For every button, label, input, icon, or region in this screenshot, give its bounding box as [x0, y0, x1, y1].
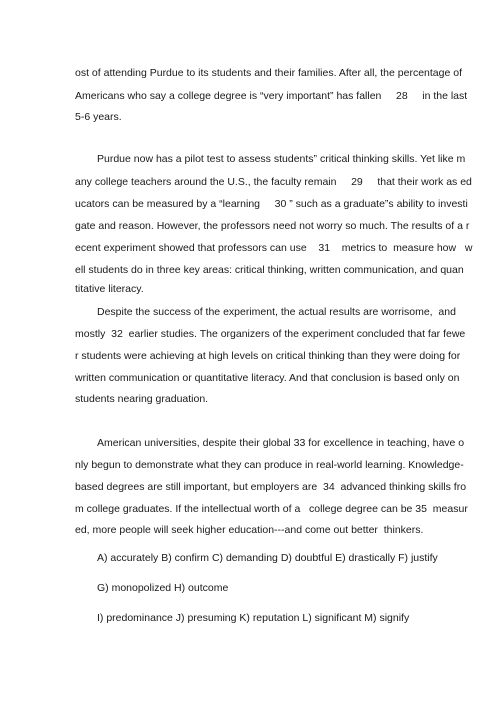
option-line: I) predominance J) presuming K) reputation L) significant M) signify — [97, 612, 410, 624]
text-line: based degrees are still important, but employers are 34 advanced thinking skills fro — [75, 481, 467, 493]
text-line: m college graduates. If the intellectual worth of a college degree can be 35 measur — [75, 503, 468, 515]
text-line: ell students do in three key areas: critical thinking, written communication, and quan — [75, 264, 464, 276]
text-line: mostly 32 earlier studies. The organizers of the experiment concluded that far fewe — [75, 328, 466, 340]
text-line: gate and reason. However, the professors need not worry so much. The results of a r — [75, 220, 470, 232]
option-line: A) accurately B) confirm C) demanding D) doubtful E) drastically F) justify — [97, 552, 438, 564]
text-line: Americans who say a college degree is “very important” has fallen 28 in the last — [75, 90, 468, 102]
text-line: students nearing graduation. — [75, 393, 209, 405]
text-line: any college teachers around the U.S., the faculty remain 29 that their work as ed — [75, 176, 472, 188]
text-line: written communication or quantitative literacy. And that conclusion is based only on — [75, 372, 460, 384]
text-line: ost of attending Purdue to its students and their families. After all, the percentage of — [75, 67, 462, 79]
text-line: ed, more people will seek higher education---and come out better thinkers. — [75, 524, 424, 536]
option-line: G) monopolized H) outcome — [97, 582, 229, 594]
text-line: ucators can be measured by a “learning 30 ” such as a graduate”s ability to investi — [75, 198, 468, 210]
text-line: ecent experiment showed that professors can use 31 metrics to measure how w — [75, 242, 473, 254]
text-line: American universities, despite their global 33 for excellence in teaching, have o — [97, 437, 465, 449]
text-line: Purdue now has a pilot test to assess students” critical thinking skills. Yet like m — [97, 153, 466, 165]
text-line: r students were achieving at high levels on critical thinking than they were doing for — [75, 350, 461, 362]
text-line: nly begun to demonstrate what they can produce in real-world learning. Knowledge- — [75, 459, 464, 471]
text-line: Despite the success of the experiment, the actual results are worrisome, and — [97, 306, 456, 318]
text-line: 5-6 years. — [75, 111, 122, 123]
text-line: titative literacy. — [75, 283, 144, 295]
